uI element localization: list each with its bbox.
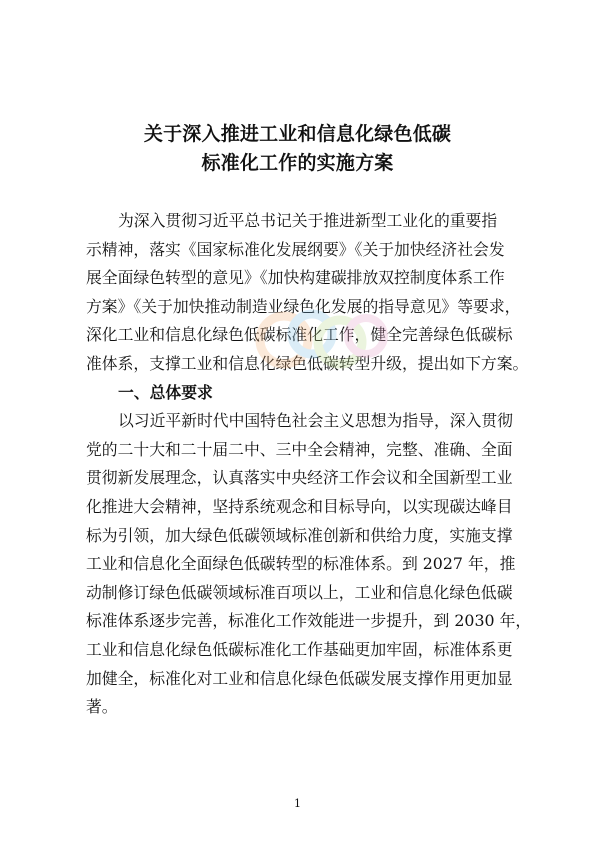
section-1-paragraph: [86, 407, 532, 722]
section-line: 贯彻新发展理念，认真落实中央经济工作会议和全国新型工业: [86, 468, 513, 488]
intro-line: 展全面绿色转型的意见》《加快构建碳排放双控制度体系工作: [86, 268, 505, 288]
intro-line: 示精神，落实《国家标准化发展纲要》《关于加快经济社会发: [86, 239, 505, 259]
intro-line: 准体系，支撑工业和信息化绿色低碳转型升级，提出如下方案。: [86, 353, 529, 373]
document-body: [86, 207, 532, 722]
title-line-2: 标准化工作的实施方案: [201, 152, 394, 174]
title-line-1: 关于深入推进工业和信息化绿色低碳: [143, 123, 452, 145]
section-line: 工业和信息化绿色低碳标准化工作基础更加牢固，标准体系更: [86, 639, 513, 659]
section-heading: 一、总体要求: [118, 382, 213, 402]
intro-line: 为深入贯彻习近平总书记关于推进新型工业化的重要指: [118, 211, 498, 230]
section-line: 加健全，标准化对工业和信息化绿色低碳发展支撑作用更加显: [86, 668, 513, 688]
page-number: 1: [294, 797, 301, 810]
section-line: 化推进大会精神，坚持系统观念和目标导向，以实现碳达峰目: [86, 496, 513, 516]
section-line: 动制修订绿色低碳领域标准百项以上，工业和信息化绿色低碳: [86, 582, 513, 602]
section-line: 著。: [86, 697, 118, 717]
section-line: 工业和信息化全面绿色低碳转型的标准体系。到 2027 年，推: [86, 554, 516, 574]
section-line: 党的二十大和二十届二中、三中全会精神，完整、准确、全面: [86, 439, 513, 459]
intro-line: 方案》《关于加快推动制造业绿色化发展的指导意见》等要求，: [86, 296, 521, 316]
intro-line: 深化工业和信息化绿色低碳标准化工作，健全完善绿色低碳标: [86, 325, 513, 345]
section-line: 以习近平新时代中国特色社会主义思想为指导，深入贯彻: [118, 411, 513, 431]
intro-paragraph: [86, 207, 529, 379]
section-line: 标准体系逐步完善，标准化工作效能进一步提升，到 2030 年，: [86, 611, 532, 631]
section-line: 标为引领，加大绿色低碳领域标准创新和供给力度，实施支撑: [86, 525, 513, 545]
